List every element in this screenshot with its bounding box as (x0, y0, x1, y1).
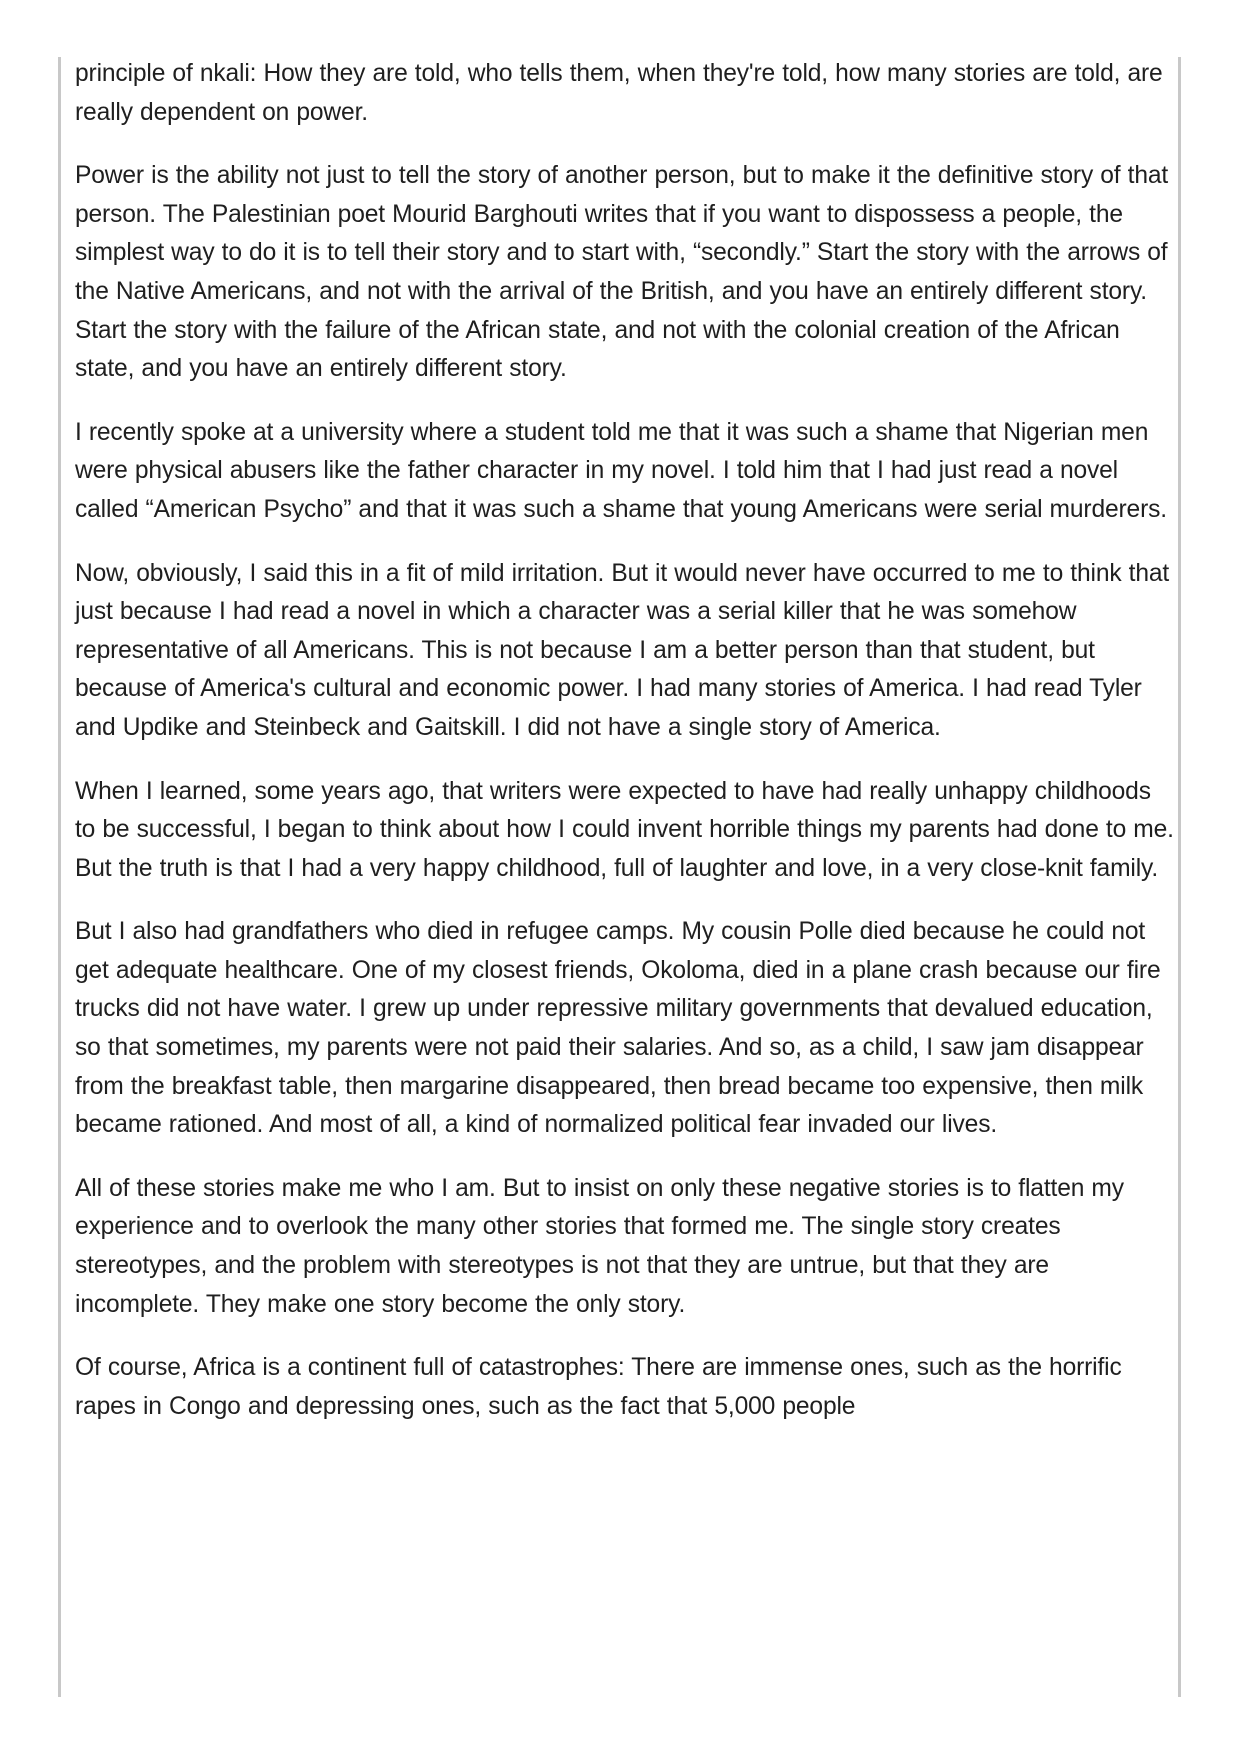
paragraph-8: Of course, Africa is a continent full of catastrophes: There are immense ones, such as the horrific rapes in Congo and depressing ones, such as the fact that 5,000 people (75, 1354, 1122, 1420)
paragraph-6: But I also had grandfathers who died in refugee camps. My cousin Polle died because he could not get adequate healthcare. One of my closest friends, Okoloma, died in a plane crash because our fire trucks did not have water. I grew up under repressive military governments that devalued education, so that sometimes, my parents were not paid their salaries. And so, as a child, I saw jam disappear from the breakfast table, then margarine disappeared, then bread became too expensive, then milk became rationed. And most of all, a kind of normalized political fear invaded our lives. (75, 918, 1161, 1139)
paragraph-5: When I learned, some years ago, that writers were expected to have had really unhappy childhoods to be successful, I began to think about how I could invent horrible things my parents had done to me. But the truth is that I had a very happy childhood, full of laughter and love, in a very close-knit family. (75, 777, 1174, 882)
paragraph-4: Now, obviously, I said this in a fit of mild irritation. But it would never have occurred to me to think that just because I had read a novel in which a character was a serial killer that he was somehow representative of all Americans. This is not because I am a better person than that student, but because of America's cultural and economic power. I had many stories of America. I had read Tyler and Updike and Steinbeck and Gaitskill. I did not have a single story of America. (75, 559, 1170, 741)
document-body (75, 55, 1175, 1451)
paragraph-3: I recently spoke at a university where a student told me that it was such a shame that Nigerian men were physical abusers like the father character in my novel. I told him that I had just read a novel called “American Psycho” and that it was such a shame that young Americans were serial murderers. (75, 418, 1167, 523)
paragraph-1: principle of nkali: How they are told, who tells them, when they're told, how many stories are told, are really dependent on power. (75, 60, 1163, 126)
paragraph-7: All of these stories make me who I am. But to insist on only these negative stories is to flatten my experience and to overlook the many other stories that formed me. The single story creates stereotypes, and the problem with stereotypes is not that they are untrue, but that they are incomplete. They make one story become the only story. (75, 1174, 1124, 1318)
paragraph-2: Power is the ability not just to tell the story of another person, but to make it the definitive story of that person. The Palestinian poet Mourid Barghouti writes that if you want to dispossess a people, the simplest way to do it is to tell their story and to start with, “secondly.” Start the story with the arrows of the Native Americans, and not with the arrival of the British, and you have an entirely different story. Start the story with the failure of the African state, and not with the colonial creation of the African state, and you have an entirely different story. (75, 162, 1169, 383)
